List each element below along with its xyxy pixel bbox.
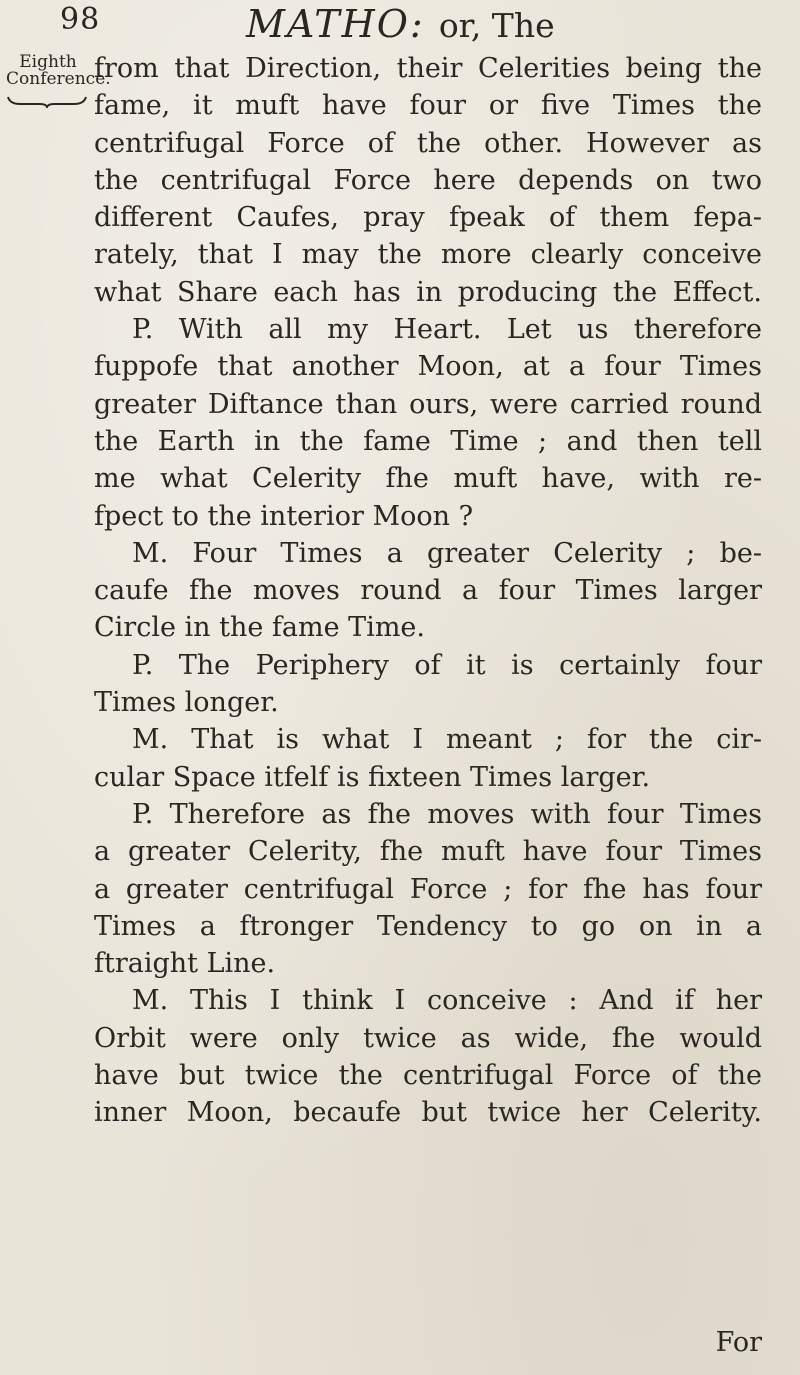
text-line: P. With all my Heart. Let us therefore (132, 314, 762, 346)
text-line: me what Celerity fhe muft have, with re- (94, 463, 762, 495)
text-line: cular Space itfelf is fixteen Times larger. (94, 761, 651, 793)
text-line: a greater centrifugal Force ; for fhe has four (94, 873, 762, 905)
running-title-main: MATHO: (246, 2, 425, 46)
margin-note (6, 52, 111, 108)
text-line: fuppofe that another Moon, at a four Times (94, 351, 762, 383)
text-line: Times a ftronger Tendency to go on in a (94, 910, 762, 942)
text-line: have but twice the centrifugal Force of the (94, 1060, 762, 1092)
text-line: inner Moon, becaufe but twice her Celerity. (94, 1097, 762, 1129)
text-line: the centrifugal Force here depends on two (94, 164, 762, 196)
text-line: a greater Celerity, fhe muft have four Times (94, 836, 762, 868)
text-line: rately, that I may the more clearly conceive (94, 239, 762, 271)
running-title-sub: or, The (438, 6, 555, 45)
text-line: centrifugal Force of the other. However as (94, 127, 762, 159)
text-line: M. This I think I conceive : And if her (132, 985, 762, 1017)
text-line: from that Direction, their Celerities being the (94, 53, 762, 84)
body-text (94, 50, 762, 1132)
text-line: fame, it muft have four or five Times the (94, 90, 762, 122)
text-line: P. The Periphery of it is certainly four (132, 649, 762, 681)
text-line: Times longer. (94, 687, 279, 719)
margin-note-line-1: Eighth (19, 52, 77, 72)
text-line: caufe fhe moves round a four Times larger (94, 575, 762, 607)
running-title (246, 2, 555, 46)
text-line: Circle in the fame Time. (94, 612, 425, 644)
page-header (60, 2, 760, 48)
text-line: Orbit were only twice as wide, fhe would (94, 1022, 762, 1054)
text-line: M. That is what I meant ; for the cir- (132, 724, 762, 756)
text-line: what Share each has in producing the Effect. (94, 276, 762, 308)
text-line: greater Diftance than ours, were carried round (94, 388, 762, 420)
text-line: P. Therefore as fhe moves with four Times (132, 798, 762, 830)
margin-note-line-2: Conference. (6, 69, 111, 89)
text-line: the Earth in the fame Time ; and then tell (94, 425, 762, 457)
text-line: fpect to the interior Moon ? (94, 500, 474, 532)
catchword: For (715, 1327, 762, 1358)
brace-icon (6, 94, 88, 108)
text-line: ftraight Line. (94, 948, 276, 980)
text-line: M. Four Times a greater Celerity ; be- (132, 537, 762, 569)
text-line: different Caufes, pray fpeak of them fepa- (94, 202, 762, 234)
page-number: 98 (60, 2, 101, 37)
